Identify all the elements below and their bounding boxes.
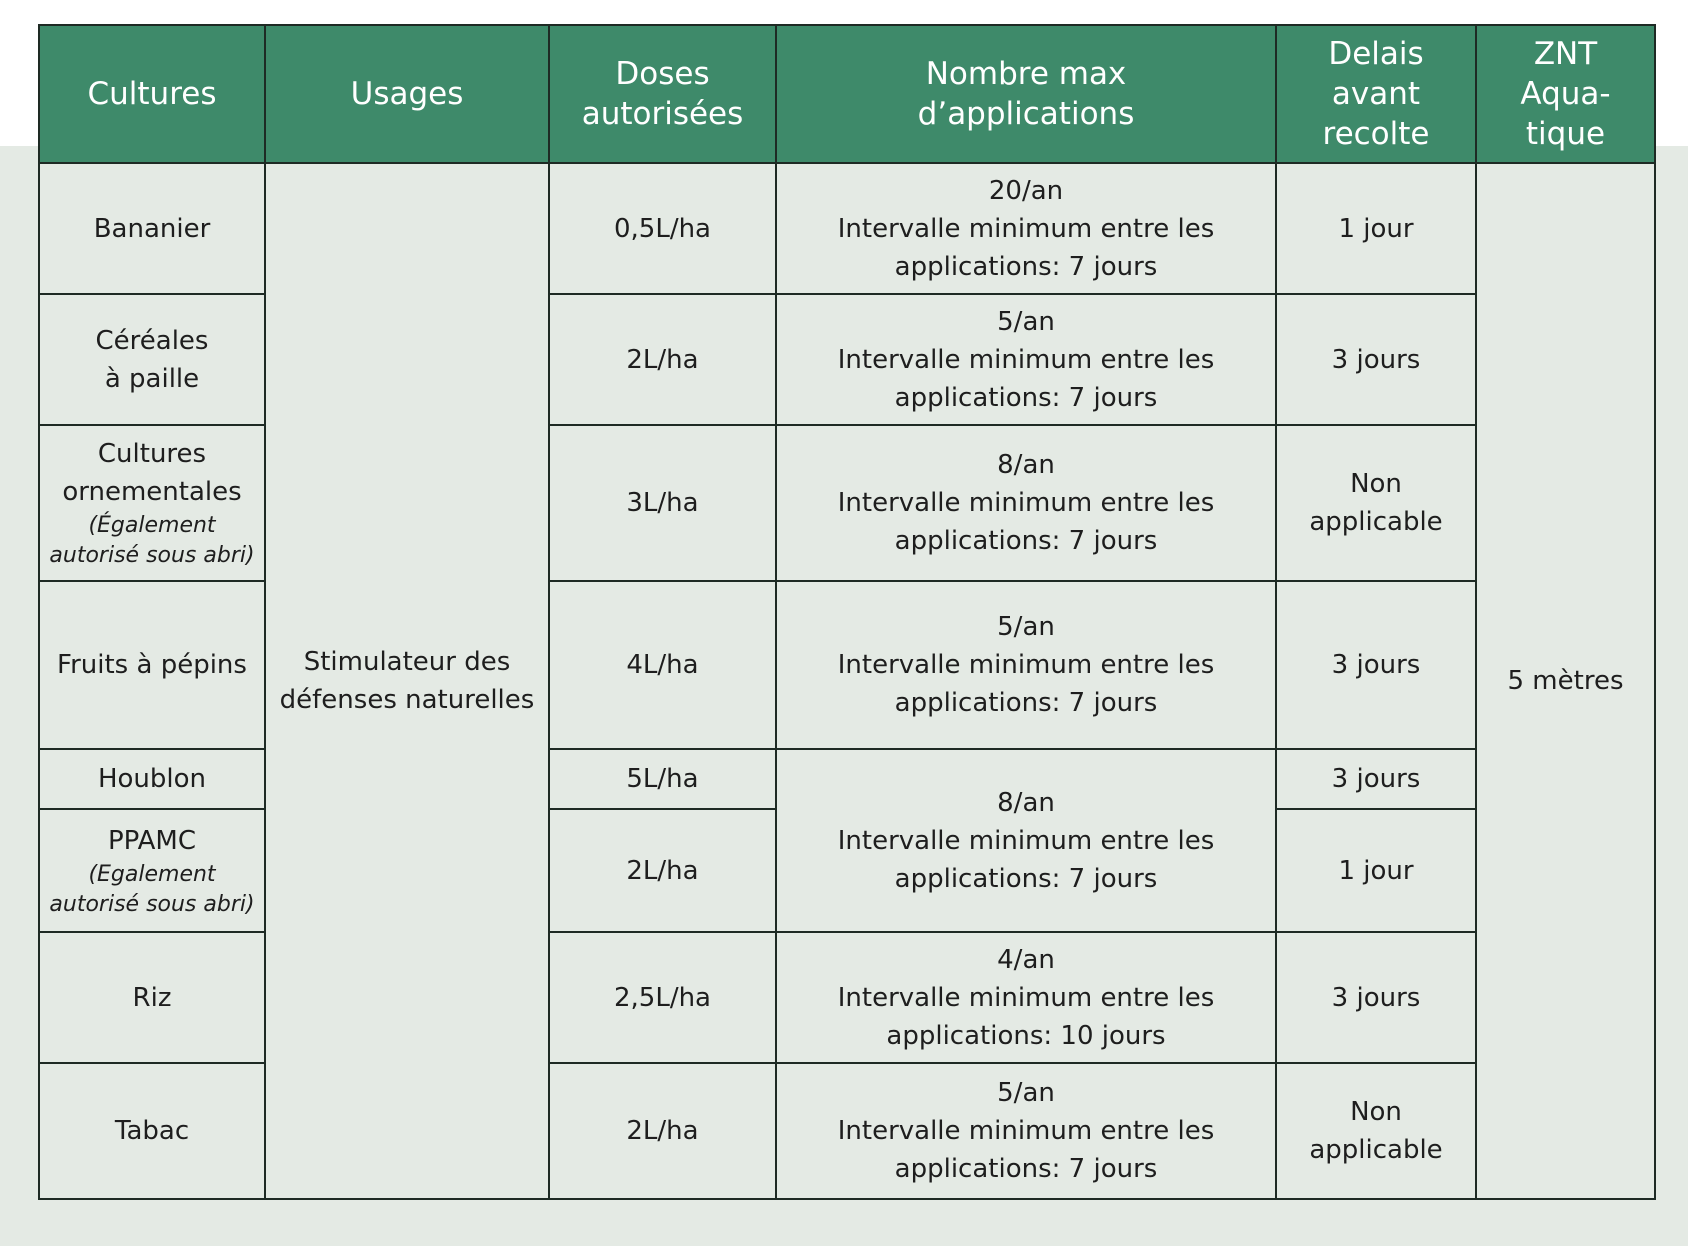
cell-culture: Bananier: [39, 163, 265, 294]
cell-dose: 2L/ha: [549, 294, 776, 425]
cell-delai: 1 jour: [1276, 163, 1476, 294]
cell-dose: 5L/ha: [549, 749, 776, 809]
culture-note: (Egalement autorisé sous abri): [49, 861, 255, 917]
cell-nombre: 5/an Intervalle minimum entre les applications: 7 jours: [776, 1063, 1276, 1199]
cell-culture: Houblon: [39, 749, 265, 809]
cell-nombre: 8/an Intervalle minimum entre les applications: 7 jours: [776, 749, 1276, 932]
cell-delai: 3 jours: [1276, 932, 1476, 1063]
cell-nombre: 5/an Intervalle minimum entre les applications: 7 jours: [776, 294, 1276, 425]
cell-nombre: 8/an Intervalle minimum entre les applications: 7 jours: [776, 425, 1276, 581]
cell-delai: 3 jours: [1276, 749, 1476, 809]
cell-dose: 2L/ha: [549, 1063, 776, 1199]
cell-culture: Riz: [39, 932, 265, 1063]
cell-culture: Tabac: [39, 1063, 265, 1199]
header-nombre-max: Nombre max d’applications: [776, 25, 1276, 163]
cell-dose: 0,5L/ha: [549, 163, 776, 294]
header-cultures: Cultures: [39, 25, 265, 163]
cell-delai: 3 jours: [1276, 581, 1476, 749]
cell-delai: 3 jours: [1276, 294, 1476, 425]
cell-nombre: 20/an Intervalle minimum entre les applications: 7 jours: [776, 163, 1276, 294]
header-row: [39, 25, 1655, 163]
cell-delai: Non applicable: [1276, 1063, 1476, 1199]
cell-culture: Céréales à paille: [39, 294, 265, 425]
cell-nombre: 5/an Intervalle minimum entre les applications: 7 jours: [776, 581, 1276, 749]
table-row: [39, 163, 1655, 294]
cell-culture: Cultures ornementales (Également autorisé sous abri): [39, 425, 265, 581]
header-delais: Delais avant recolte: [1276, 25, 1476, 163]
cell-delai: 1 jour: [1276, 809, 1476, 932]
usage-table: [38, 24, 1656, 1200]
cell-nombre: 4/an Intervalle minimum entre les applications: 10 jours: [776, 932, 1276, 1063]
header-usages: Usages: [265, 25, 549, 163]
cell-culture: Fruits à pépins: [39, 581, 265, 749]
cell-dose: 2L/ha: [549, 809, 776, 932]
cell-znt: 5 mètres: [1476, 163, 1655, 1199]
header-znt: ZNT Aqua- tique: [1476, 25, 1655, 163]
cell-dose: 3L/ha: [549, 425, 776, 581]
cell-culture: PPAMC (Egalement autorisé sous abri): [39, 809, 265, 932]
cell-dose: 2,5L/ha: [549, 932, 776, 1063]
cell-usage: Stimulateur des défenses naturelles: [265, 163, 549, 1199]
cell-delai: Non applicable: [1276, 425, 1476, 581]
culture-note: (Également autorisé sous abri): [49, 513, 255, 568]
cell-dose: 4L/ha: [549, 581, 776, 749]
header-doses: Doses autorisées: [549, 25, 776, 163]
